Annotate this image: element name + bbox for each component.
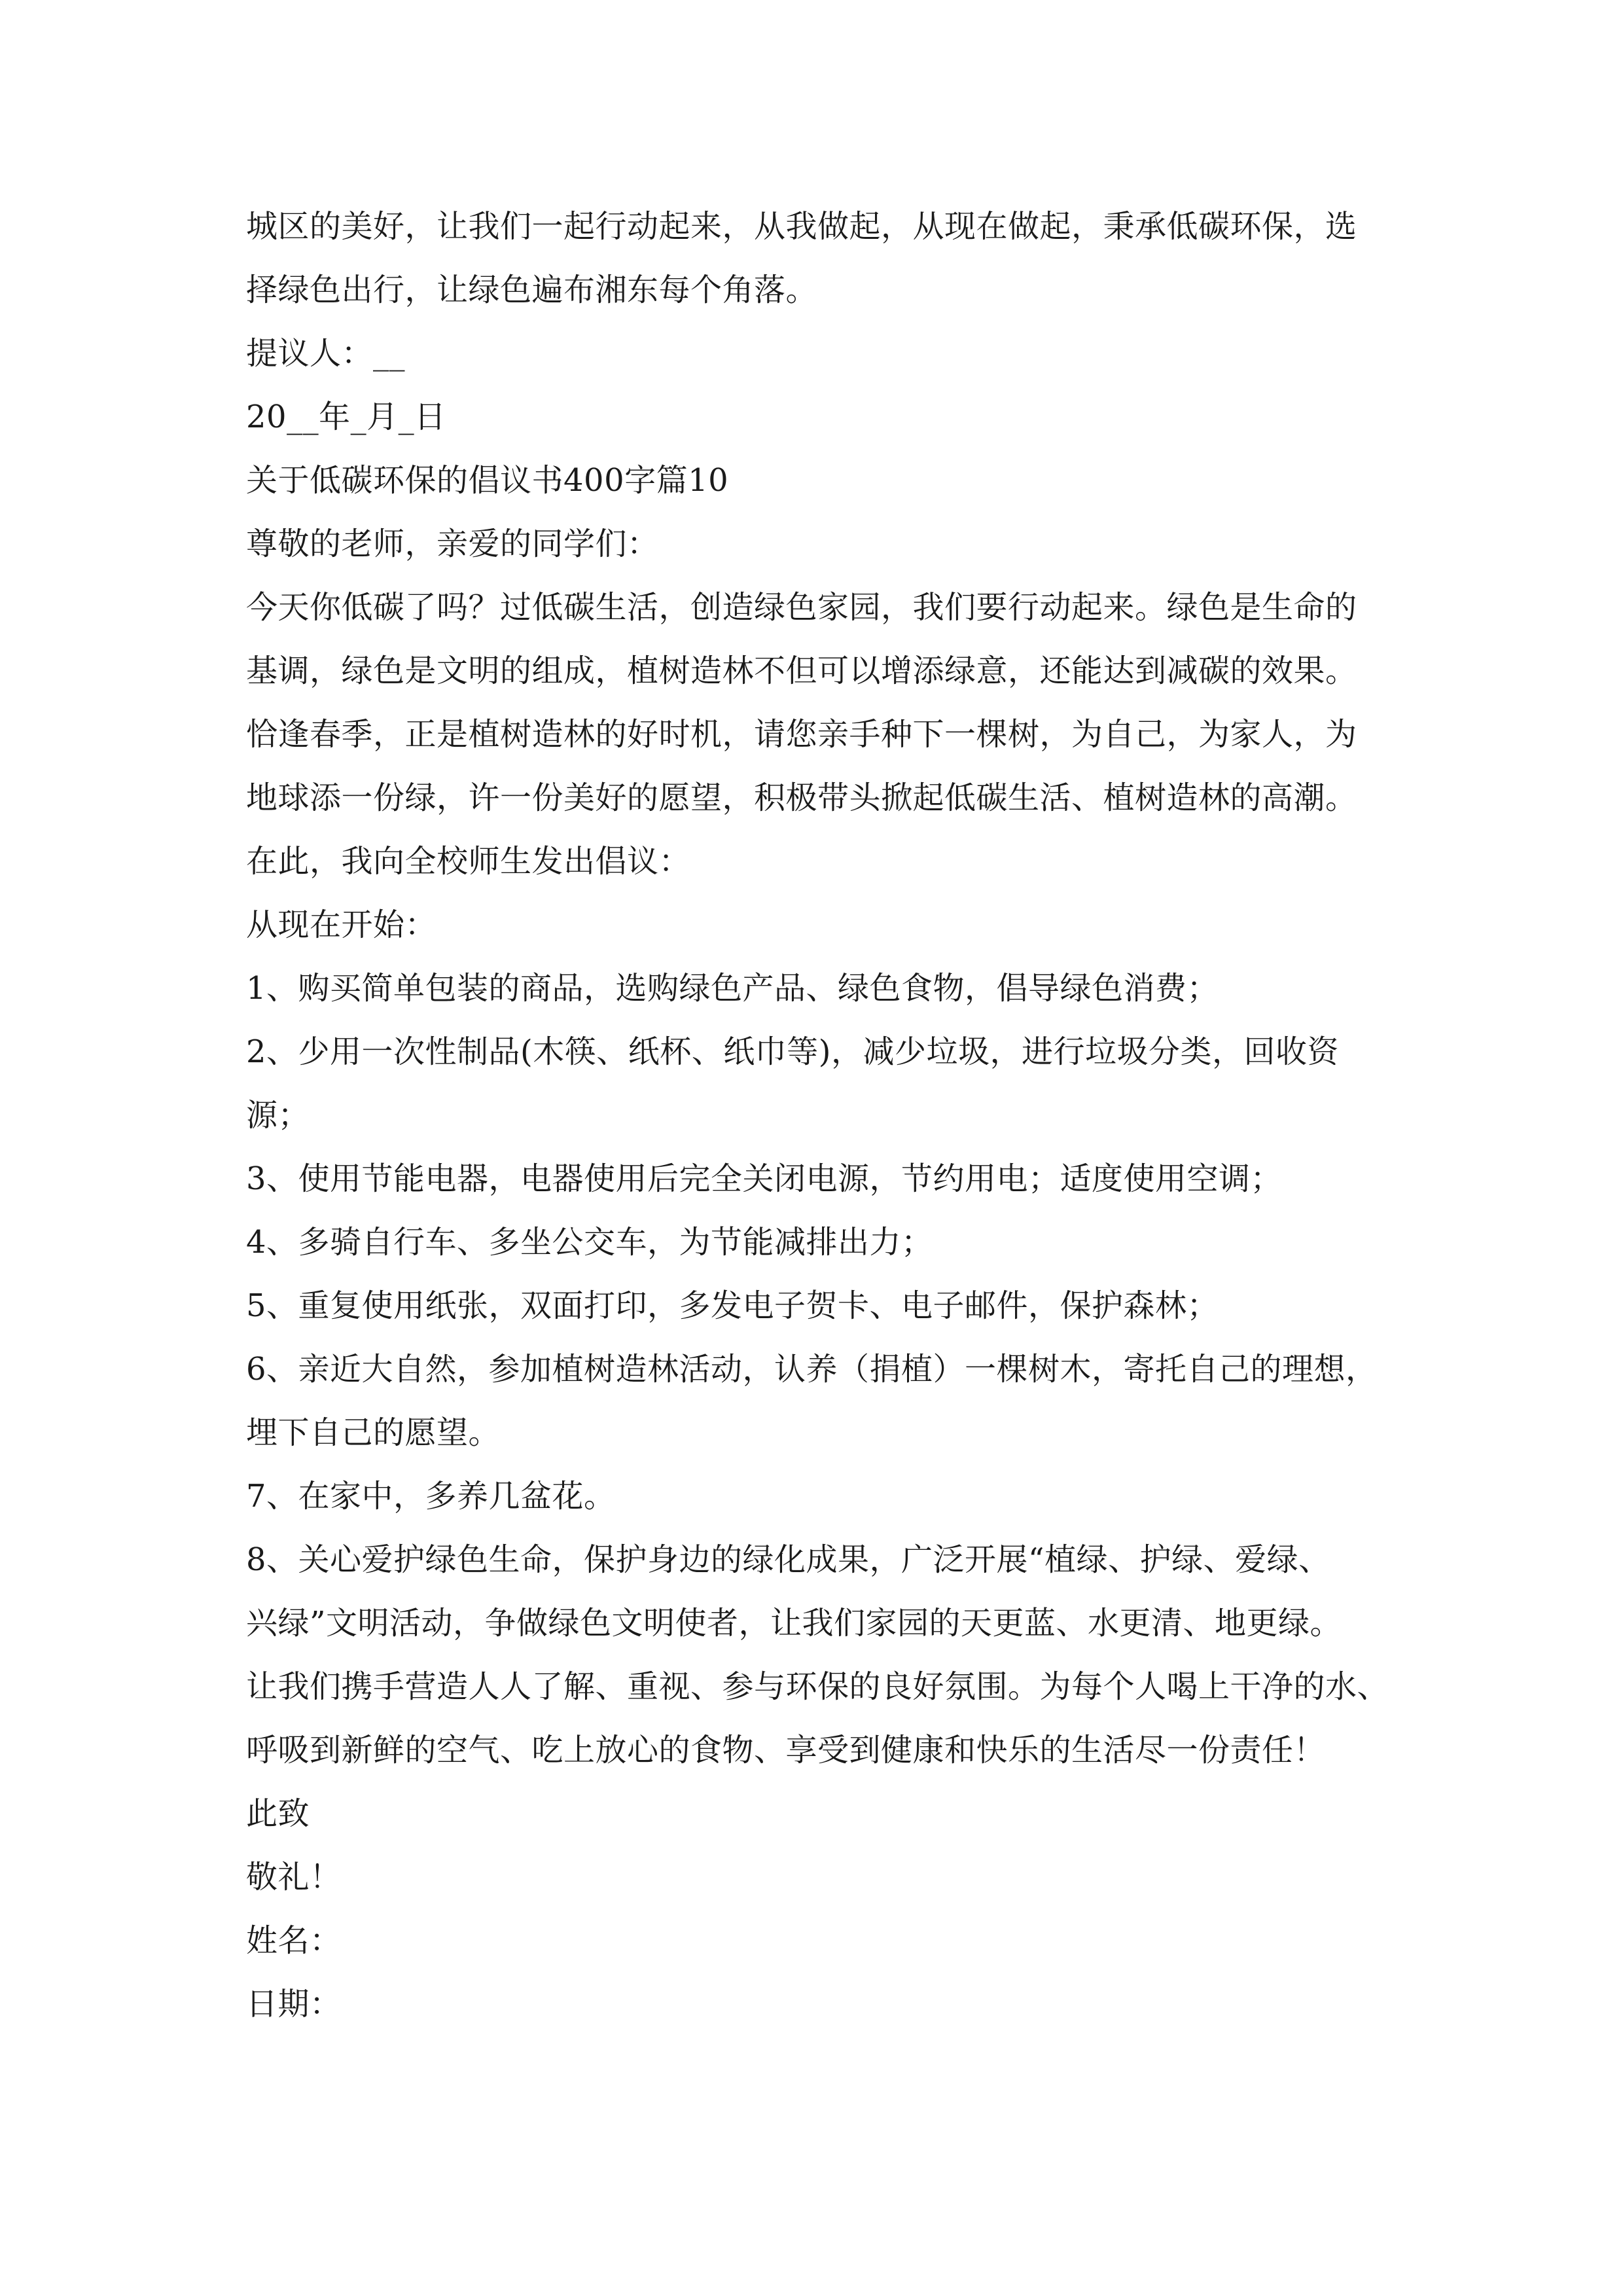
list-item: 8、关心爱护绿色生命，保护身边的绿化成果，广泛开展“植绿、护绿、爱绿、 (246, 1541, 1330, 1578)
paragraph-line: 呼吸到新鲜的空气、吃上放心的食物、享受到健康和快乐的生活尽一份责任！ (246, 1732, 1326, 1768)
list-item: 2、少用一次性制品(木筷、纸杯、纸巾等)，减少垃圾，进行垃圾分类，回收资 (246, 1033, 1339, 1070)
list-item-continuation: 埋下自己的愿望。 (246, 1414, 501, 1451)
list-item: 5、重复使用纸张，双面打印，多发电子贺卡、电子邮件，保护森林； (246, 1287, 1219, 1324)
date-line: 20__年_月_日 (246, 399, 446, 435)
paragraph-line: 让我们携手营造人人了解、重视、参与环保的良好氛围。为每个人喝上干净的水、 (246, 1668, 1389, 1705)
paragraph-line: 基调，绿色是文明的组成，植树造林不但可以增添绿意，还能达到减碳的效果。 (246, 653, 1357, 689)
closing-line: 此致 (246, 1795, 310, 1832)
paragraph-line: 城区的美好，让我们一起行动起来，从我做起，从现在做起，秉承低碳环保，选 (246, 208, 1357, 245)
paragraph-line: 在此，我向全校师生发出倡议： (246, 843, 691, 880)
document-body (246, 195, 1398, 2036)
paragraph-line: 择绿色出行，让绿色遍布湘东每个角落。 (246, 272, 818, 308)
list-item: 1、购买简单包装的商品，选购绿色产品、绿色食物，倡导绿色消费； (246, 970, 1219, 1007)
paragraph-line: 地球添一份绿，许一份美好的愿望，积极带头掀起低碳生活、植树造林的高潮。 (246, 780, 1357, 816)
list-item: 4、多骑自行车、多坐公交车，为节能减排出力； (246, 1224, 933, 1261)
paragraph-line: 从现在开始： (246, 906, 437, 943)
section-title: 关于低碳环保的倡议书400字篇10 (246, 462, 729, 499)
signature-date-line: 日期： (246, 1986, 342, 2022)
closing-line: 敬礼！ (246, 1859, 342, 1895)
proposer-line: 提议人：__ (246, 335, 406, 372)
signature-name-line: 姓名： (246, 1922, 342, 1959)
list-item: 3、使用节能电器，电器使用后完全关闭电源，节约用电；适度使用空调； (246, 1160, 1283, 1197)
list-item: 7、在家中，多养几盆花。 (246, 1478, 616, 1515)
list-item-continuation: 源； (246, 1097, 310, 1134)
list-item-continuation: 兴绿”文明活动，争做绿色文明使者，让我们家园的天更蓝、水更清、地更绿。 (246, 1605, 1342, 1641)
paragraph-line: 今天你低碳了吗？过低碳生活，创造绿色家园，我们要行动起来。绿色是生命的 (246, 589, 1357, 626)
salutation: 尊敬的老师，亲爱的同学们： (246, 526, 659, 562)
paragraph-line: 恰逢春季，正是植树造林的好时机，请您亲手种下一棵树，为自己，为家人，为 (246, 716, 1357, 753)
list-item: 6、亲近大自然，参加植树造林活动，认养（捐植）一棵树木，寄托自己的理想， (246, 1351, 1378, 1388)
